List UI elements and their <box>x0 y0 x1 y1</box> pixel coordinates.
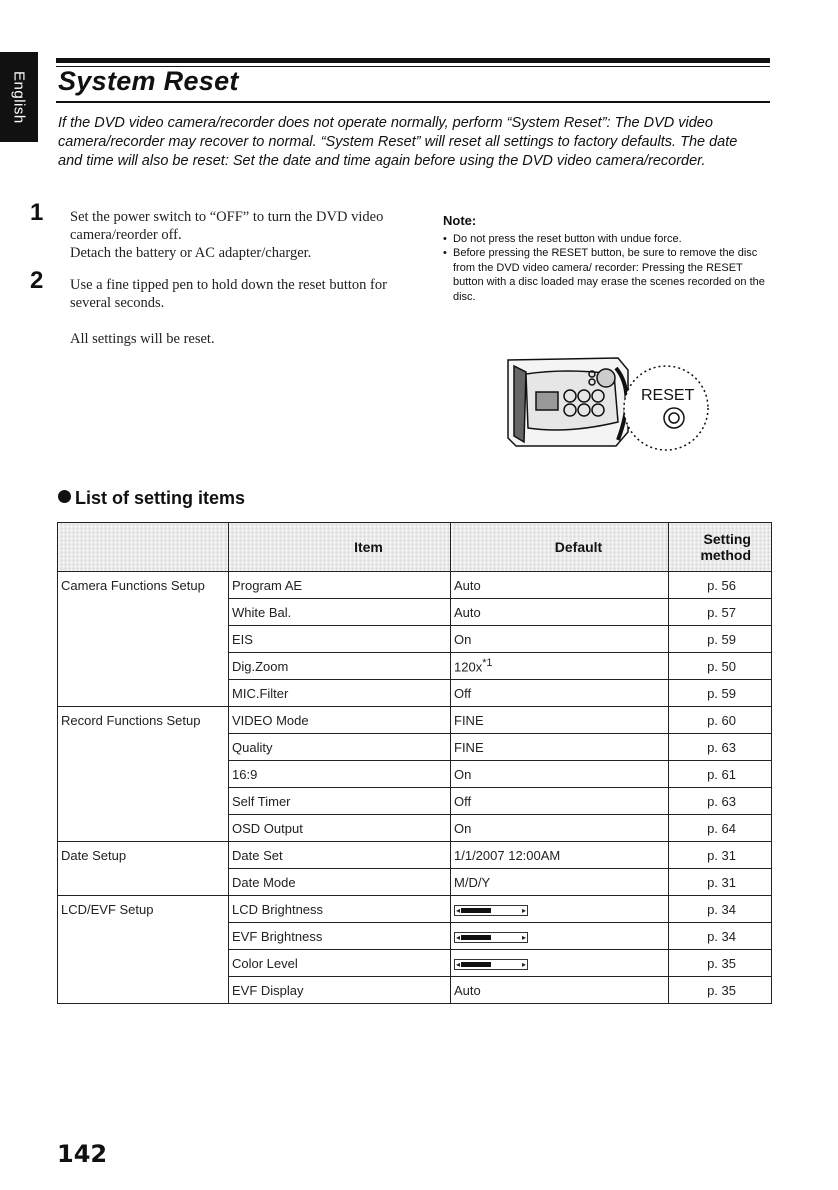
table-row <box>58 572 772 599</box>
level-bar-fill <box>461 962 491 967</box>
default-cell: On <box>451 626 669 653</box>
reset-label: RESET <box>641 387 695 404</box>
item-cell: Dig.Zoom <box>229 653 451 680</box>
table-row <box>58 707 772 734</box>
default-cell <box>451 896 669 923</box>
table-header-row <box>58 523 772 572</box>
intro-paragraph: If the DVD video camera/recorder does not operate normally, perform “System Reset”: The DVD video camera/recorder may recover to normal. “System Reset” will reset all settings to factory defaults. The date and time will also be reset: Set the date and time again before using the DVD video camera/recorder. <box>58 115 738 169</box>
category-cell: Record Functions Setup <box>58 707 229 842</box>
page-cell: p. 57 <box>669 599 772 626</box>
step-number: 2 <box>30 267 44 294</box>
item-cell: OSD Output <box>229 815 451 842</box>
category-cell: Camera Functions Setup <box>58 572 229 707</box>
all-settings-reset-text: All settings will be reset. <box>70 331 215 347</box>
default-cell <box>451 923 669 950</box>
page-cell: p. 56 <box>669 572 772 599</box>
default-cell <box>451 653 669 680</box>
item-cell: Date Mode <box>229 869 451 896</box>
page-cell: p. 63 <box>669 734 772 761</box>
default-cell: Off <box>451 788 669 815</box>
default-cell: On <box>451 761 669 788</box>
page-cell: p. 35 <box>669 977 772 1004</box>
header-setting-method <box>669 523 772 572</box>
section-title: List of setting items <box>75 488 246 508</box>
header-default: Default <box>451 523 669 572</box>
page-cell: p. 61 <box>669 761 772 788</box>
level-bar: ◂ ▸ <box>456 959 526 969</box>
page-cell: p. 31 <box>669 842 772 869</box>
page-cell: p. 59 <box>669 626 772 653</box>
settings-table <box>57 522 772 1004</box>
note-item: • Do not press the reset button with undue force. <box>443 232 773 247</box>
step-number: 1 <box>30 199 44 226</box>
default-cell: Auto <box>451 599 669 626</box>
item-cell: Color Level <box>229 950 451 977</box>
language-label: English <box>10 70 28 124</box>
level-bar: ◂ ▸ <box>456 932 526 942</box>
table-row <box>58 896 772 923</box>
default-cell: Auto <box>451 572 669 599</box>
default-cell: FINE <box>451 734 669 761</box>
item-cell: Program AE <box>229 572 451 599</box>
title-rule <box>56 101 770 103</box>
table-row <box>58 842 772 869</box>
section-heading <box>58 488 245 509</box>
note-heading: Note: <box>443 213 477 228</box>
header-method-line: Setting <box>703 531 751 547</box>
item-cell: LCD Brightness <box>229 896 451 923</box>
item-cell: 16:9 <box>229 761 451 788</box>
default-cell: M/D/Y <box>451 869 669 896</box>
header-category <box>58 523 229 572</box>
item-cell: Quality <box>229 734 451 761</box>
item-cell: MIC.Filter <box>229 680 451 707</box>
page-cell: p. 34 <box>669 896 772 923</box>
steps <box>30 199 410 348</box>
item-cell: Self Timer <box>229 788 451 815</box>
item-cell: EIS <box>229 626 451 653</box>
page-cell: p. 63 <box>669 788 772 815</box>
header-item: Item <box>229 523 451 572</box>
item-cell: EVF Brightness <box>229 923 451 950</box>
item-cell: VIDEO Mode <box>229 707 451 734</box>
item-cell: White Bal. <box>229 599 451 626</box>
step-text: Detach the battery or AC adapter/charger. <box>70 245 312 261</box>
category-cell: LCD/EVF Setup <box>58 896 229 1004</box>
page-number: 142 <box>57 1140 108 1168</box>
default-value: 120x <box>454 659 483 675</box>
bullet-icon <box>58 490 71 503</box>
default-cell: Off <box>451 680 669 707</box>
default-cell: 1/1/2007 12:00AM <box>451 842 669 869</box>
language-tab <box>0 52 38 142</box>
default-cell: Auto <box>451 977 669 1004</box>
step-text: Set the power switch to “OFF” to turn the DVD video camera/reorder off. <box>70 209 384 243</box>
note-item: • Before pressing the RESET button, be sure to remove the disc from the DVD video camera/ recorder: Pressing the RESET button with a disc loaded may erase the scenes recorded on the disc. <box>443 246 773 304</box>
level-bar-fill <box>461 935 491 940</box>
page-cell: p. 35 <box>669 950 772 977</box>
level-bar-fill <box>461 908 491 913</box>
level-bar: ◂ ▸ <box>456 905 526 915</box>
top-rule <box>56 58 770 63</box>
page-cell: p. 50 <box>669 653 772 680</box>
page-cell: p. 59 <box>669 680 772 707</box>
camera-reset-illustration <box>506 352 711 452</box>
footnote-marker: *1 <box>482 657 493 670</box>
page-cell: p. 34 <box>669 923 772 950</box>
page-cell: p. 31 <box>669 869 772 896</box>
category-cell: Date Setup <box>58 842 229 896</box>
page-cell: p. 60 <box>669 707 772 734</box>
default-cell <box>451 950 669 977</box>
note-box <box>443 214 773 304</box>
header-method-line: method <box>700 547 751 563</box>
step-2 <box>30 267 410 312</box>
item-cell: Date Set <box>229 842 451 869</box>
page-cell: p. 64 <box>669 815 772 842</box>
page-title: System Reset <box>58 66 239 96</box>
default-cell: On <box>451 815 669 842</box>
default-cell: FINE <box>451 707 669 734</box>
item-cell: EVF Display <box>229 977 451 1004</box>
step-1 <box>30 199 410 262</box>
step-text: Use a fine tipped pen to hold down the reset button for several seconds. <box>70 277 387 311</box>
